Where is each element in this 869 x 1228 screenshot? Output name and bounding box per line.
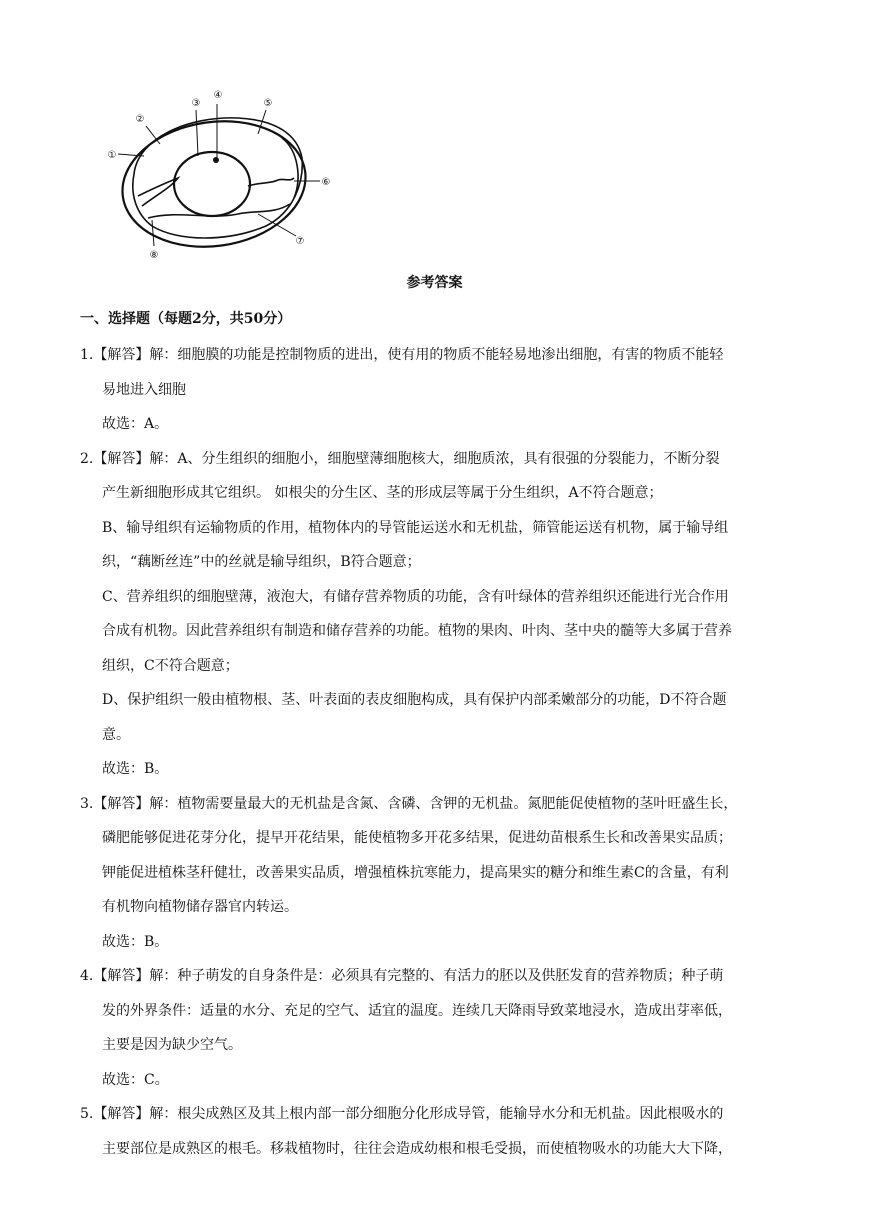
figure-label-2: ② [135,114,145,125]
figure-label-3: ③ [191,98,201,109]
text-line: 主要部位是成熟区的根毛。移栽植物时，往往会造成幼根和根毛受损，而使植物吸水的功能大大下降， [102,1140,732,1157]
air-cell [282,138,298,198]
text-line: 故选：B。 [102,761,169,777]
text-line: 磷肥能够促进花芽分化，提早开花结果，能使植物多开花多结果，促进幼苗根系生长和改善果实品质； [102,830,732,846]
figure-label-7: ⑦ [295,236,305,247]
figure-label-5: ⑤ [263,98,273,109]
chalaza-right [248,178,294,186]
text-line: 钾能促进植株茎秆健壮，改善果实品质，增强植株抗寒能力，提高果实的糖分和维生素C的含量，有利 [102,864,729,881]
text-line: 1.【解答】解：细胞膜的功能是控制物质的进出，使有用的物质不能轻易地渗出细胞，有害的物质不能轻 [80,347,724,363]
text-line: D、保护组织一般由植物根、茎、叶表面的表皮细胞构成，具有保护内部柔嫩部分的功能，D不符合题 [102,692,727,708]
text-line: 有机物向植物储存器官内转运。 [102,899,298,915]
text-line: 组织，C不符合题意； [102,657,239,674]
text-line: 3.【解答】解：植物需要量最大的无机盐是含氮、含磷、含钾的无机盐。氮肥能促使植物的茎叶旺盛生长， [80,795,738,812]
text-line: C、营养组织的细胞壁薄，液泡大，有储存营养物质的功能，含有叶绿体的营养组织还能进行光合作用 [102,588,729,605]
text-line: 4.【解答】解：种子萌发的自身条件是：必须具有完整的、有活力的胚以及供胚发育的营养物质；种子萌 [80,968,724,984]
text-line: 意。 [102,726,130,743]
figure-label-6: ⑥ [321,177,331,188]
figure-label-4: ④ [213,90,223,101]
text-line: 故选：B。 [102,933,169,950]
answer-key-heading: 参考答案 [406,275,463,291]
egg-structure-diagram [98,86,338,262]
text-line: B、输导组织有运输物质的作用，植物体内的导管能运送水和无机盐，筛管能运送有机物，属于输导组 [102,519,729,536]
text-line: 合成有机物。因此营养组织有制造和储存营养的功能。植物的果肉、叶肉、茎中央的髓等大多属于营养 [102,623,732,639]
egg-yolk [174,152,250,216]
text-line: 2.【解答】解：A、分生组织的细胞小，细胞壁薄细胞核大，细胞质浓，具有很强的分裂能力，不断分裂 [80,450,720,467]
text-line: 主要是因为缺少空气。 [102,1037,242,1053]
text-line: 故选：A。 [102,416,169,432]
text-line: 织，“藕断丝连”中的丝就是输导组织，B符合题意； [102,554,421,570]
figure-label-1: ① [107,150,117,161]
chalaza-left [138,178,178,206]
answer-content [80,338,785,1166]
figure-label-8: ⑧ [149,250,159,261]
text-line: 发的外界条件：适量的水分、充足的空气、适宜的温度。连续几天降雨导致菜地浸水，造成出芽率低， [102,1002,732,1019]
text-line: 故选：C。 [102,1071,169,1088]
section-title: 一、选择题（每题2分，共50分） [80,311,292,327]
text-line: 5.【解答】解：根尖成熟区及其上根内部一部分细胞分化形成导管，能输导水分和无机盐。因此根吸水的 [80,1106,724,1122]
text-line: 易地进入细胞 [102,381,186,398]
shell-membrane [133,118,302,238]
text-line: 产生新细胞形成其它组织。 如根尖的分生区、茎的形成层等属于分生组织，A不符合题意； [102,485,663,501]
egg-diagram-svg [98,86,338,262]
egg-shell [114,110,313,258]
germinal-disc [213,157,219,163]
